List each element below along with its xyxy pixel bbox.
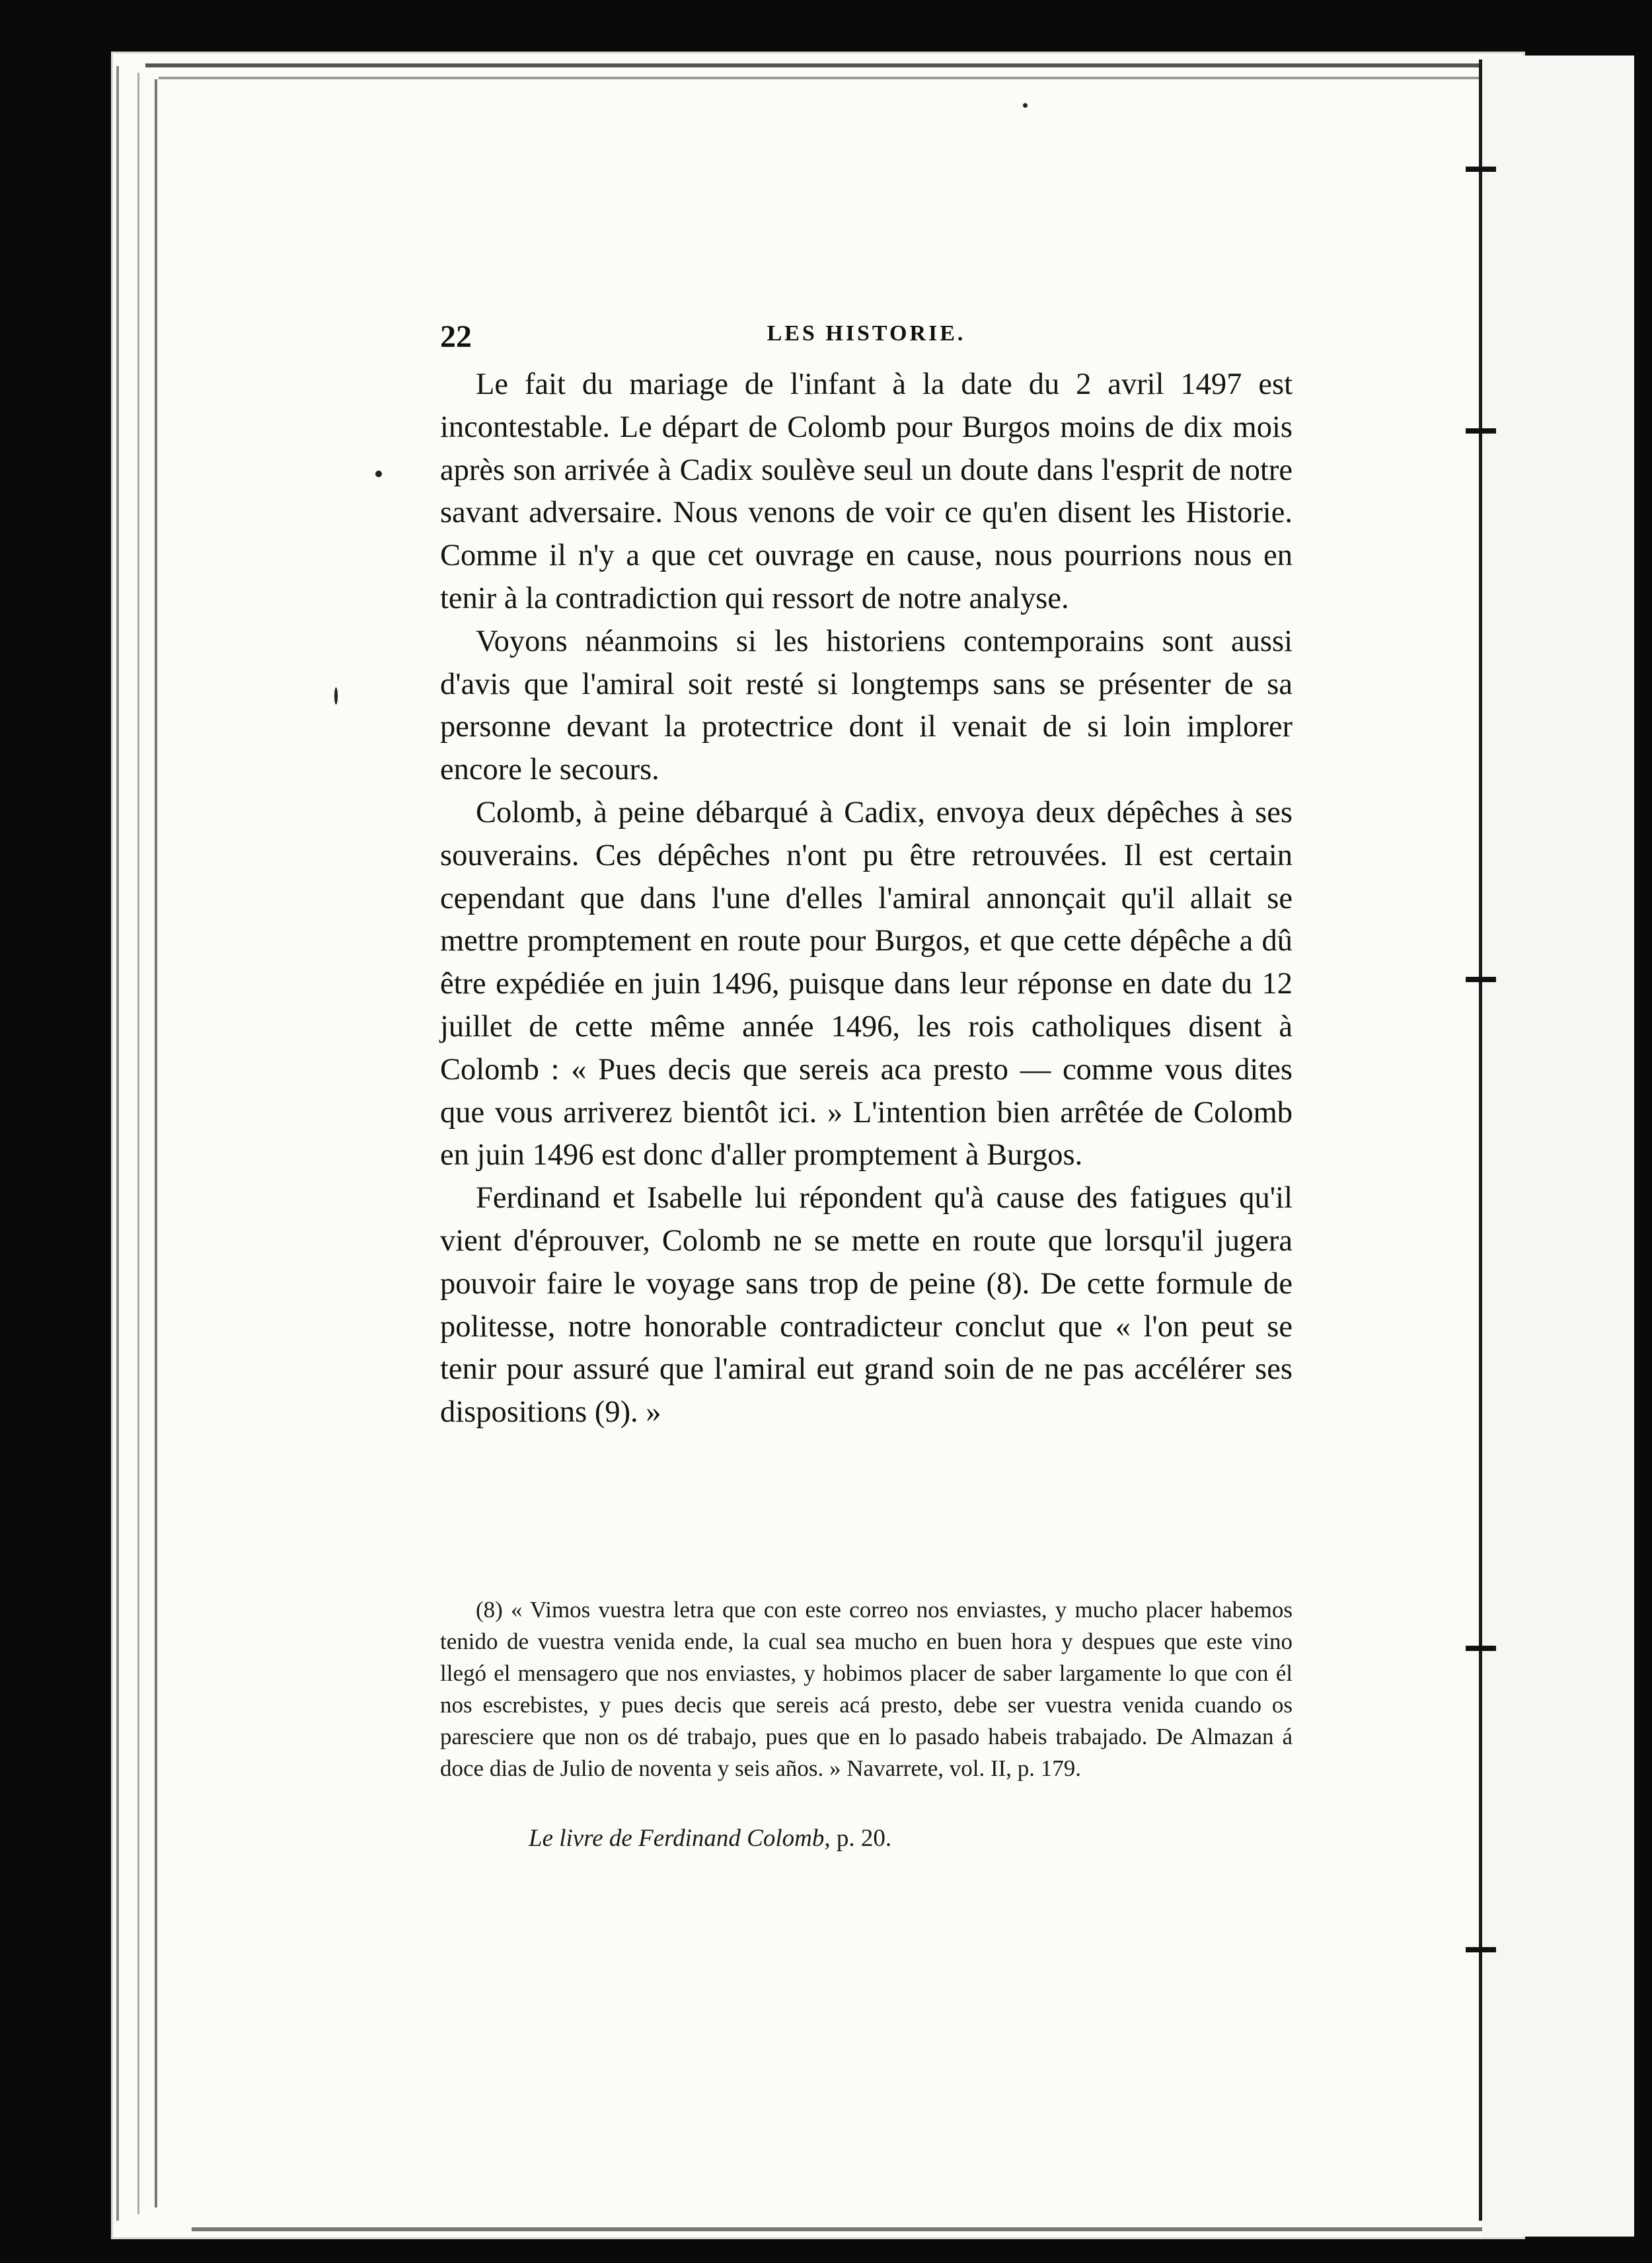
paragraph: Le fait du mariage de l'infant à la date du 2 avril 1497 est incontestable. Le départ de Colomb pour Burgos moins de dix mois après son arrivée à Cadix soulève seul un doute dans l'esprit de notre savant adversaire. Nous venons de voir ce qu'en disent les Historie. Comme il n'y a que cet ouvrage en cause, nous pourrions nous en tenir à la contradiction qui ressort de notre analyse. — [440, 367, 1293, 615]
page-edge — [116, 66, 119, 2221]
scan-speck — [334, 687, 338, 705]
binding-mark — [1466, 1947, 1496, 1952]
binding-mark — [1466, 977, 1496, 982]
page-edge — [137, 73, 139, 2214]
page-edge — [192, 2227, 1487, 2231]
page-edge — [159, 77, 1480, 79]
source-title: Le livre de Ferdinand Colomb, — [529, 1825, 831, 1852]
body-text — [440, 364, 1293, 1434]
scan-speck — [1023, 103, 1028, 108]
paragraph: Ferdinand et Isabelle lui répondent qu'à cause des fatigues qu'il vient d'éprouver, Colomb ne se mette en route que lorsqu'il jugera pouvoir faire le voyage sans trop de peine (8). De cette formule de politesse, notre honorable contradicteur conclut que « l'on peut se tenir pour assuré que l'amiral eut grand soin de ne pas accélérer ses dispositions (9). » — [440, 1181, 1293, 1430]
footnotes — [440, 1594, 1293, 1784]
footnote-source — [529, 1824, 891, 1853]
binding-rule — [1479, 59, 1482, 2221]
binding-mark — [1466, 1646, 1496, 1651]
binding-mark — [1466, 428, 1496, 434]
running-head: LES HISTORIE. — [767, 321, 966, 346]
facing-page-strip — [1482, 56, 1634, 2237]
page-edge — [145, 63, 1480, 67]
source-page: p. 20. — [836, 1825, 892, 1852]
scan-speck — [375, 471, 382, 477]
page-edge — [155, 79, 157, 2207]
page-number: 22 — [440, 319, 472, 354]
paragraph: Colomb, à peine débarqué à Cadix, envoya deux dépêches à ses souverains. Ces dépêches n'ont pu être retrouvées. Il est certain cependant que dans l'une d'elles l'amiral annonçait qu'il allait se mettre promptement en route pour Burgos, et que cette dépêche a dû être expédiée en juin 1496, puisque dans leur réponse en date du 12 juillet de cette même année 1496, les rois catholiques disent à Colomb : « Pues decis que sereis aca presto — comme vous dites que vous arriverez bientôt ici. » L'intention bien arrêtée de Colomb en juin 1496 est donc d'aller promptement à Burgos. — [440, 795, 1293, 1172]
paragraph: Voyons néanmoins si les historiens contemporains sont aussi d'avis que l'amiral soit resté si longtemps sans se présenter de sa personne devant la protectrice dont il venait de si loin implorer encore le secours. — [440, 624, 1293, 787]
footnote-8: (8) « Vimos vuestra letra que con este correo nos enviastes, y mucho placer habemos tenido de vuestra venida ende, la cual sea mucho en buen hora y despues que este vino llegó el mensagero que nos enviastes, y hobimos placer de saber largamente lo que con él nos escrebistes, y pues decis que sereis acá presto, debe ser vuestra venida cuando os paresciere que non os dé trabajo, pues que en lo pasado habeis trabajado. De Almazan á doce dias de Julio de noventa y seis años. » Navarrete, vol. II, p. 179. — [440, 1597, 1293, 1781]
binding-mark — [1466, 167, 1496, 172]
page-header — [440, 319, 1293, 358]
